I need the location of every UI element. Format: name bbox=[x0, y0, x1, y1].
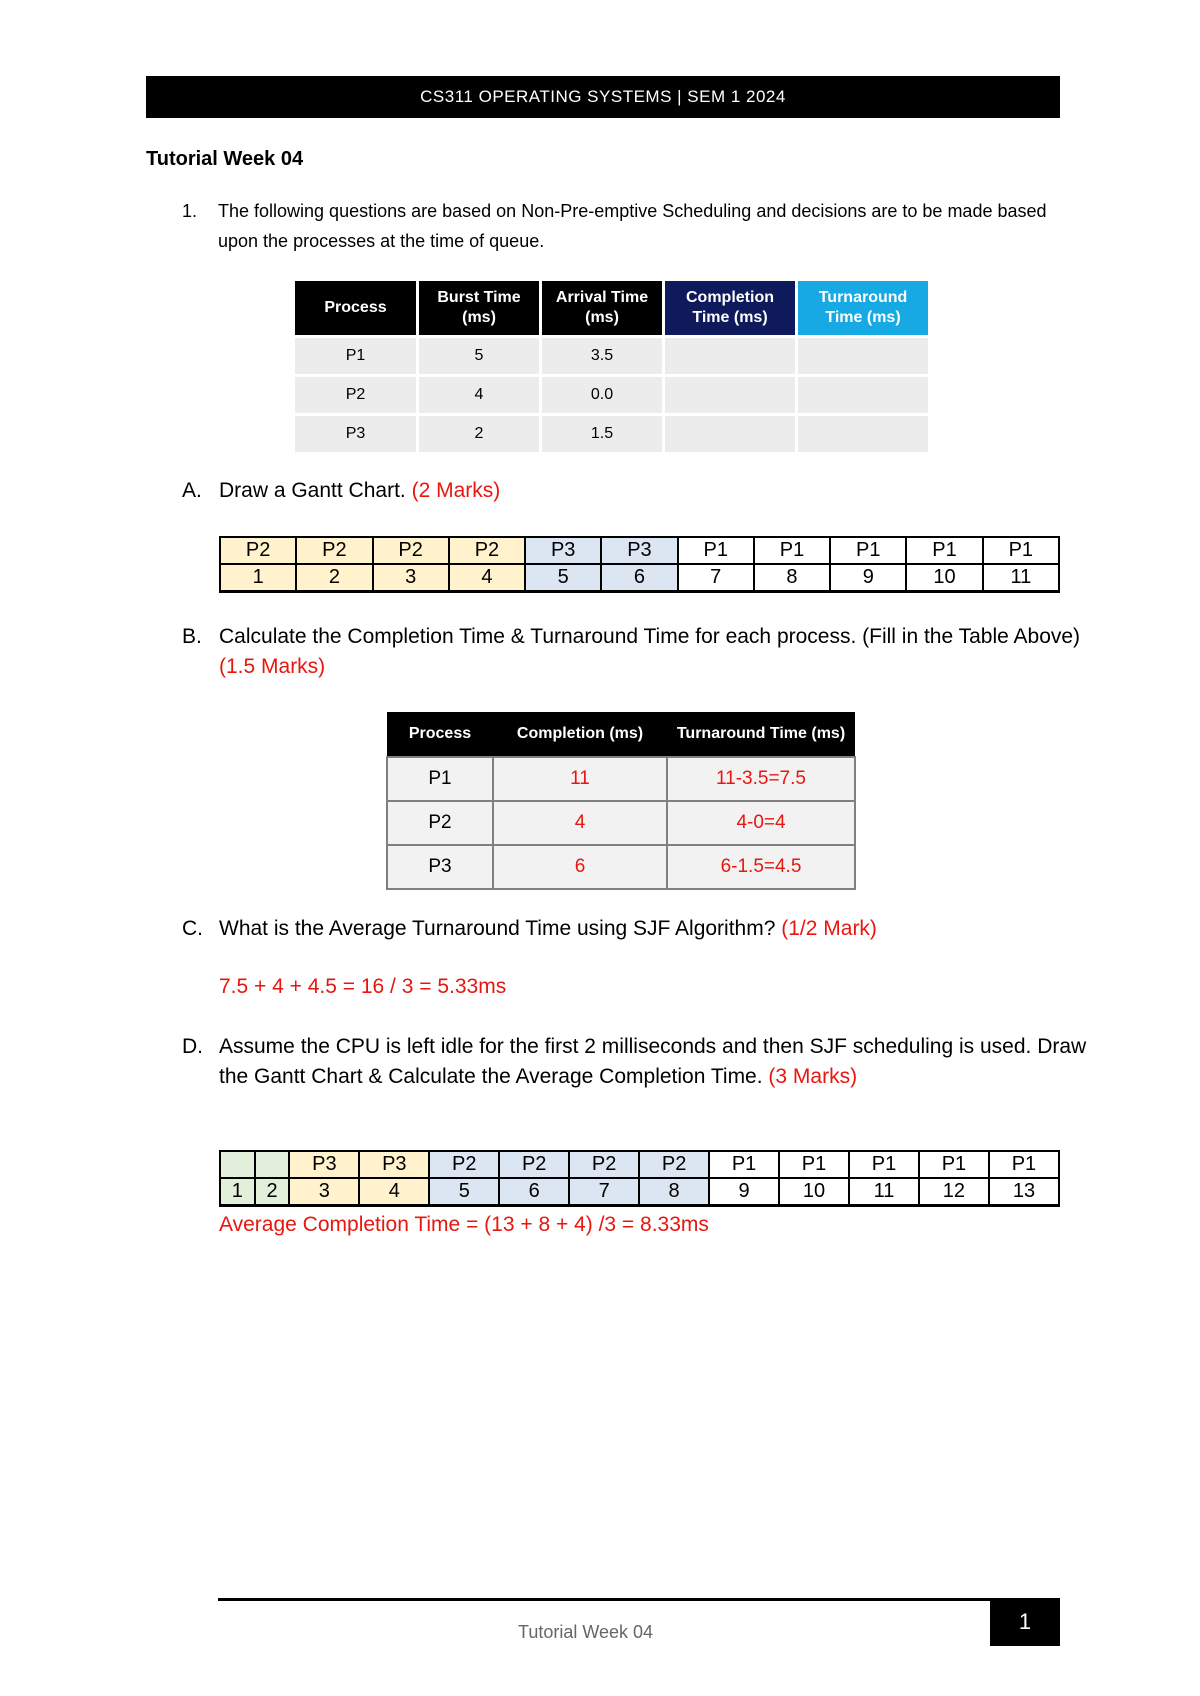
part-c-label: C. bbox=[182, 917, 203, 940]
table-cell bbox=[665, 338, 795, 374]
gantt-time-cell: 5 bbox=[429, 1178, 499, 1206]
header-completion-time: Completion Time (ms) bbox=[665, 281, 795, 335]
table-cell bbox=[665, 416, 795, 452]
gantt-process-cell: P1 bbox=[983, 537, 1059, 564]
gantt-time-cell: 4 bbox=[449, 564, 525, 592]
part-a-marks: (2 Marks) bbox=[411, 479, 501, 502]
table-cell: 2 bbox=[419, 416, 539, 452]
gantt-process-cell: P3 bbox=[359, 1151, 429, 1178]
part-c-answer: 7.5 + 4 + 4.5 = 16 / 3 = 5.33ms bbox=[219, 975, 507, 998]
table-cell: P1 bbox=[387, 757, 493, 801]
gantt-process-cell bbox=[220, 1151, 255, 1178]
part-d-label: D. bbox=[182, 1035, 203, 1058]
table-cell: 11 bbox=[493, 757, 667, 801]
gantt-time-row bbox=[220, 1178, 1059, 1206]
header-arrival-time: Arrival Time (ms) bbox=[542, 281, 662, 335]
gantt-time-cell: 8 bbox=[639, 1178, 709, 1206]
gantt-process-cell: P2 bbox=[296, 537, 372, 564]
gantt-time-cell: 7 bbox=[569, 1178, 639, 1206]
table-cell: 5 bbox=[419, 338, 539, 374]
part-b bbox=[182, 622, 1099, 682]
part-d-text: Assume the CPU is left idle for the first 2 milliseconds and then SJF scheduling is used. Draw the Gantt Chart & Calculate the Average Completion Time. bbox=[219, 1035, 1087, 1088]
gantt-chart-d bbox=[219, 1150, 1060, 1207]
gantt-time-cell: 9 bbox=[830, 564, 906, 592]
table-cell: 4 bbox=[493, 801, 667, 845]
header-turnaround-time: Turnaround Time (ms) bbox=[798, 281, 928, 335]
gantt-process-row bbox=[220, 1151, 1059, 1178]
gantt-process-cell: P1 bbox=[754, 537, 830, 564]
gantt-time-cell: 10 bbox=[779, 1178, 849, 1206]
result-table bbox=[386, 712, 856, 890]
table-cell: P3 bbox=[387, 845, 493, 889]
gantt-time-cell: 10 bbox=[906, 564, 982, 592]
gantt-process-cell: P2 bbox=[429, 1151, 499, 1178]
question-text: The following questions are based on Non-Pre-emptive Scheduling and decisions are to be made based upon the processes at the time of queue. bbox=[218, 201, 1047, 251]
table-row bbox=[387, 801, 855, 845]
gantt-process-cell: P1 bbox=[779, 1151, 849, 1178]
part-b-label: B. bbox=[182, 625, 202, 648]
gantt-time-cell: 11 bbox=[849, 1178, 919, 1206]
part-d-marks: (3 Marks) bbox=[768, 1065, 858, 1088]
part-d bbox=[182, 1032, 1099, 1092]
gantt-process-cell: P1 bbox=[849, 1151, 919, 1178]
table-cell: 4-0=4 bbox=[667, 801, 855, 845]
table-cell: P2 bbox=[387, 801, 493, 845]
part-a bbox=[182, 476, 1099, 506]
part-a-label: A. bbox=[182, 479, 202, 502]
table-cell bbox=[798, 377, 928, 413]
question-1 bbox=[182, 196, 1062, 256]
gantt-process-cell: P1 bbox=[989, 1151, 1059, 1178]
gantt-process-cell: P1 bbox=[919, 1151, 989, 1178]
gantt-process-cell: P2 bbox=[569, 1151, 639, 1178]
question-number: 1. bbox=[182, 201, 198, 221]
part-a-text: Draw a Gantt Chart. bbox=[219, 479, 406, 502]
gantt-time-cell: 7 bbox=[678, 564, 754, 592]
header-bar bbox=[146, 76, 1060, 118]
process-table bbox=[292, 278, 931, 455]
header-process: Process bbox=[295, 281, 416, 335]
gantt-process-cell: P1 bbox=[709, 1151, 779, 1178]
part-c-text: What is the Average Turnaround Time using SJF Algorithm? bbox=[219, 917, 776, 940]
gantt-time-cell: 2 bbox=[255, 1178, 290, 1206]
gantt-time-cell: 6 bbox=[601, 564, 677, 592]
table-cell: 6-1.5=4.5 bbox=[667, 845, 855, 889]
table-cell: P2 bbox=[295, 377, 416, 413]
gantt-process-cell bbox=[255, 1151, 290, 1178]
table-cell: 1.5 bbox=[542, 416, 662, 452]
table-cell: 4 bbox=[419, 377, 539, 413]
table-cell bbox=[798, 416, 928, 452]
table-cell: 11-3.5=7.5 bbox=[667, 757, 855, 801]
header-turnaround: Turnaround Time (ms) bbox=[667, 712, 855, 757]
gantt-process-cell: P2 bbox=[449, 537, 525, 564]
table-row bbox=[387, 845, 855, 889]
gantt-process-cell: P3 bbox=[289, 1151, 359, 1178]
gantt-time-cell: 5 bbox=[525, 564, 601, 592]
gantt-time-cell: 8 bbox=[754, 564, 830, 592]
gantt-time-cell: 3 bbox=[373, 564, 449, 592]
gantt-time-cell: 13 bbox=[989, 1178, 1059, 1206]
footer-divider bbox=[218, 1598, 998, 1601]
gantt-process-cell: P2 bbox=[220, 537, 296, 564]
table-cell bbox=[798, 338, 928, 374]
gantt-process-cell: P1 bbox=[830, 537, 906, 564]
gantt-time-row bbox=[220, 564, 1059, 592]
table-cell: 3.5 bbox=[542, 338, 662, 374]
table-cell: P1 bbox=[295, 338, 416, 374]
table-row bbox=[387, 757, 855, 801]
gantt-time-cell: 6 bbox=[499, 1178, 569, 1206]
gantt-process-cell: P1 bbox=[678, 537, 754, 564]
part-d-answer: Average Completion Time = (13 + 8 + 4) /3 = 8.33ms bbox=[219, 1213, 709, 1236]
gantt-process-cell: P2 bbox=[639, 1151, 709, 1178]
gantt-time-cell: 11 bbox=[983, 564, 1059, 592]
gantt-process-cell: P3 bbox=[525, 537, 601, 564]
gantt-time-cell: 2 bbox=[296, 564, 372, 592]
gantt-time-cell: 12 bbox=[919, 1178, 989, 1206]
header-burst-time: Burst Time (ms) bbox=[419, 281, 539, 335]
gantt-process-cell: P2 bbox=[499, 1151, 569, 1178]
footer-text: Tutorial Week 04 bbox=[518, 1622, 654, 1642]
table-cell: 6 bbox=[493, 845, 667, 889]
table-cell bbox=[665, 377, 795, 413]
part-c bbox=[182, 914, 1099, 1002]
gantt-chart-a bbox=[219, 536, 1060, 593]
gantt-time-cell: 9 bbox=[709, 1178, 779, 1206]
part-b-text: Calculate the Completion Time & Turnaround Time for each process. (Fill in the Table Above) bbox=[219, 625, 1081, 648]
table-cell: 0.0 bbox=[542, 377, 662, 413]
gantt-time-cell: 3 bbox=[289, 1178, 359, 1206]
gantt-time-cell: 1 bbox=[220, 1178, 255, 1206]
gantt-process-cell: P2 bbox=[373, 537, 449, 564]
gantt-process-row bbox=[220, 537, 1059, 564]
gantt-time-cell: 1 bbox=[220, 564, 296, 592]
gantt-process-cell: P3 bbox=[601, 537, 677, 564]
gantt-time-cell: 4 bbox=[359, 1178, 429, 1206]
header-process: Process bbox=[387, 712, 493, 757]
header-completion: Completion (ms) bbox=[493, 712, 667, 757]
part-b-marks: (1.5 Marks) bbox=[219, 655, 326, 678]
table-row bbox=[295, 338, 928, 374]
table-row bbox=[295, 377, 928, 413]
course-title: CS311 OPERATING SYSTEMS | SEM 1 2024 bbox=[420, 87, 786, 106]
part-c-marks: (1/2 Mark) bbox=[781, 917, 877, 940]
page-title: Tutorial Week 04 bbox=[146, 148, 304, 170]
table-cell: P3 bbox=[295, 416, 416, 452]
page-number: 1 bbox=[990, 1598, 1060, 1646]
table-row bbox=[295, 416, 928, 452]
gantt-process-cell: P1 bbox=[906, 537, 982, 564]
